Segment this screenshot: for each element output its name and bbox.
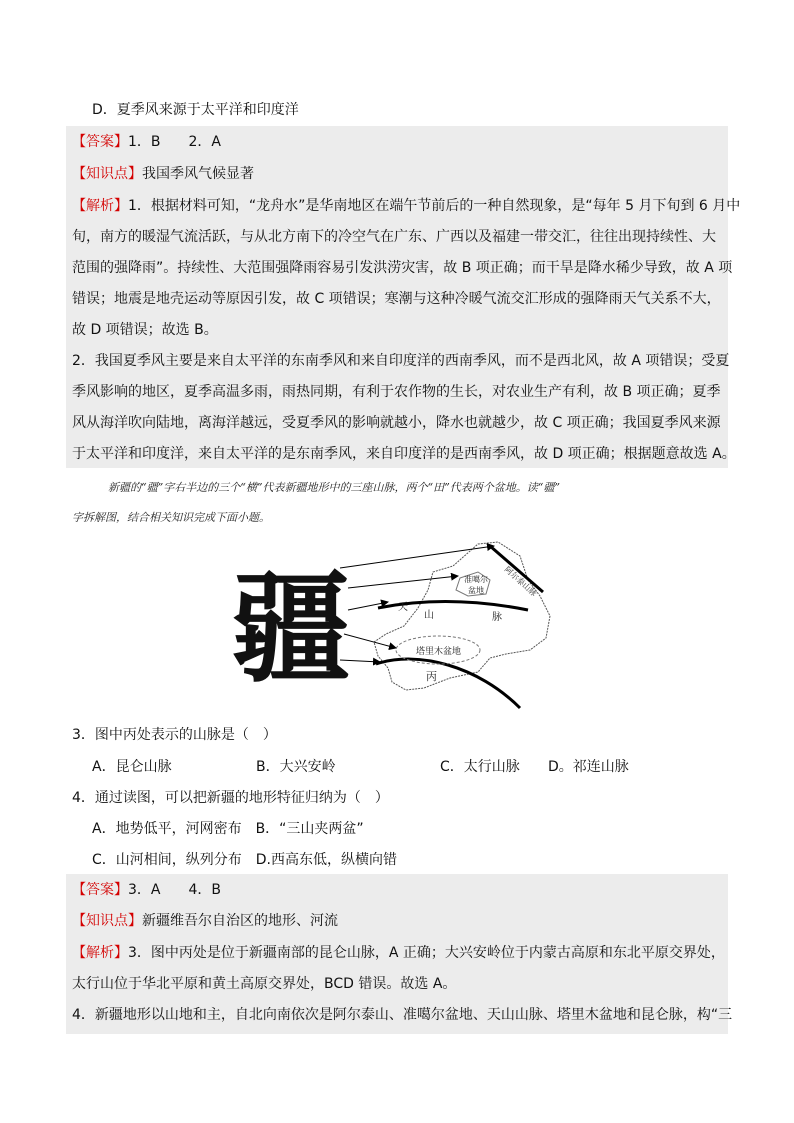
intro-line-1: 新疆的“疆”字右半边的三个“横”代表新疆地形中的三座山脉，两个“田”代表两个盆地。读“疆”: [108, 481, 560, 494]
q4-options-cd: C．山河相间，纵列分布 D.西高东低，纵横向错: [92, 852, 398, 868]
label-shan: 山: [424, 610, 434, 621]
question-3-stem: 3．图中丙处表示的山脉是（ ）: [72, 727, 277, 743]
figure-svg: [228, 538, 568, 718]
label-mai: 脉: [492, 612, 502, 623]
analysis-line-3a: [72, 944, 725, 962]
analysis-line-2c: 风从海洋吹向陆地，离海洋越远，受夏季风的影响就越小，降水也就越少，故 C 项正确；我国夏季风来源: [72, 415, 721, 431]
analysis-line-1b: 旬，南方的暖湿气流活跃，与从北方南下的冷空气在广东、广西以及福建一带交汇，往往出现持续性、大: [72, 229, 716, 245]
analysis-line-1a: [72, 197, 740, 215]
label-altai: 阿尔泰山脉: [502, 564, 539, 599]
knowledge-point-line-2: [72, 912, 338, 930]
altai-mountain-line: [490, 546, 543, 592]
arrow-4: [344, 634, 396, 648]
big-character: 疆: [232, 559, 351, 698]
knowledge-point-tag: 【知识点】: [72, 166, 142, 182]
answer-line-2: [72, 881, 221, 899]
label-tarim: 塔里木盆地: [416, 647, 462, 657]
xinjiang-outline: [374, 542, 550, 690]
q3-option-b: B．大兴安岭: [256, 759, 336, 775]
analysis-line-2a: 2．我国夏季风主要是来自太平洋的东南季风和来自印度洋的西南季风，而不是西北风，故 A 项错误；受夏: [72, 353, 730, 369]
analysis-text-3a: 3．图中丙处是位于新疆南部的昆仑山脉，A 正确；大兴安岭位于内蒙古高原和东北平原交界处，: [128, 945, 725, 961]
answer-line-1: [72, 133, 221, 151]
kunlun-mountain-line: [376, 659, 520, 708]
analysis-line-1c: 范围的强降雨”。持续性、大范围强降雨容易引发洪涝灾害，故 B 项正确；而干旱是降水稀少导致，故 A 项: [72, 260, 733, 276]
label-bing: 丙: [426, 670, 437, 683]
knowledge-point-text: 我国季风气候显著: [142, 166, 254, 182]
analysis-text: 1．根据材料可知，“龙舟水”是华南地区在端午节前后的一种自然现象，是“每年 5 月下旬到 6 月中: [128, 198, 741, 214]
arrow-2: [348, 576, 458, 588]
label-junggar-2: 盆地: [468, 586, 484, 595]
analysis-line-1e: 故 D 项错误；故选 B。: [72, 322, 218, 338]
analysis-tag: 【解析】: [72, 198, 128, 214]
label-tian: 天: [398, 602, 408, 613]
analysis-line-3b: 太行山位于华北平原和黄土高原交界处，BCD 错误。故选 A。: [72, 976, 457, 992]
analysis-tag-2: 【解析】: [72, 945, 128, 961]
analysis-line-2d: 于太平洋和印度洋，来自太平洋的是东南季风，来自印度洋的是西南季风，故 D 项正确；根据题意故选 A。: [72, 446, 736, 462]
knowledge-point-text-2: 新疆维吾尔自治区的地形、河流: [142, 913, 338, 929]
q4-options-ab: A．地势低平，河网密布 B．“三山夹两盆”: [92, 821, 364, 837]
answer-text-2: 3．A 4．B: [128, 882, 221, 898]
intro-line-2: 字拆解图，结合相关知识完成下面小题。: [72, 511, 270, 524]
q3-option-c: C．太行山脉: [440, 759, 520, 775]
q3-option-d: D。祁连山脉: [548, 759, 629, 775]
label-junggar-1: 准噶尔: [464, 575, 488, 584]
answer-text: 1．B 2．A: [128, 134, 221, 150]
answer-tag-2: 【答案】: [72, 882, 128, 898]
question-4-stem: 4．通过读图，可以把新疆的地形特征归纳为（ ）: [72, 790, 389, 806]
option-d-prev: D．夏季风来源于太平洋和印度洋: [92, 102, 299, 118]
analysis-line-2b: 季风影响的地区，夏季高温多雨，雨热同期，有利于农作物的生长，对农业生产有利，故 B 项正确；夏季: [72, 384, 721, 400]
answer-tag: 【答案】: [72, 134, 128, 150]
knowledge-point-tag-2: 【知识点】: [72, 913, 142, 929]
knowledge-point-line-1: [72, 165, 254, 183]
analysis-line-4a: 4．新疆地形以山地和主，自北向南依次是阿尔泰山、准噶尔盆地、天山山脉、塔里木盆地和昆仑脉，构“三: [72, 1007, 733, 1023]
arrow-1: [340, 546, 494, 568]
analysis-line-1d: 错误；地震是地壳运动等原因引发，故 C 项错误；寒潮与这种冷暖气流交汇形成的强降雨天气关系不大，: [72, 291, 721, 307]
q3-option-a: A．昆仑山脉: [92, 759, 172, 775]
xinjiang-character-figure: [228, 538, 568, 718]
